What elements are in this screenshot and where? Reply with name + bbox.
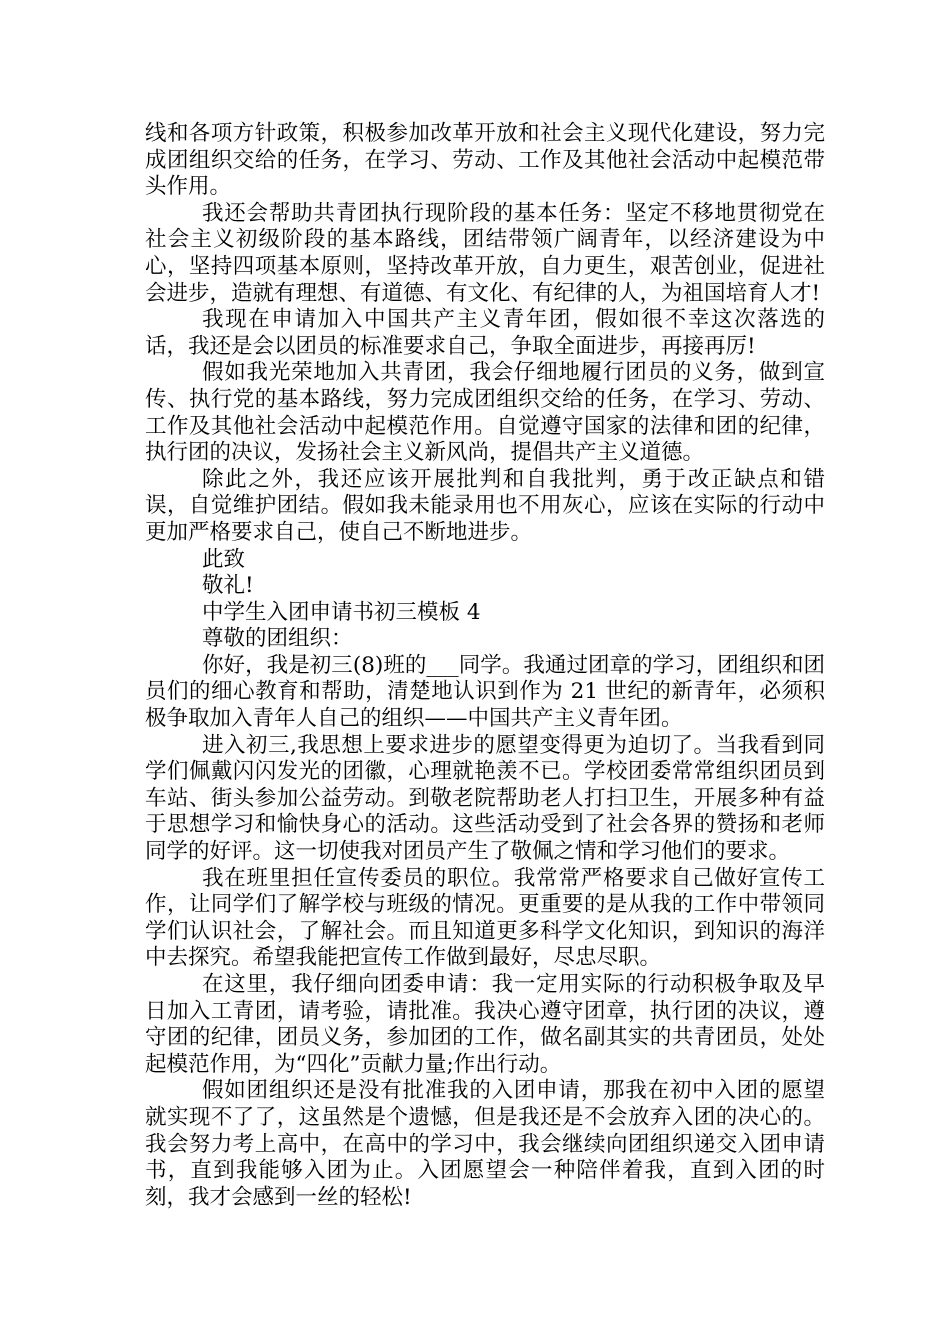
paragraph-3: 我现在申请加入中国共产主义青年团，假如很不幸这次落选的话，我还是会以团员的标准要求自己，争取全面进步，再接再厉! — [145, 307, 825, 359]
closing-regards: 敬礼! — [202, 573, 254, 599]
paragraph-6: 你好，我是初三(8)班的___同学。我通过团章的学习，团组织和团员们的细心教育和帮助，清楚地认识到作为 21 世纪的新青年，必须积极争取加入青年人自己的组织——中国共产主义青年团。 — [145, 652, 825, 732]
paragraph-2: 我还会帮助共青团执行现阶段的基本任务：坚定不移地贯彻党在社会主义初级阶段的基本路线，团结带领广阔青年，以经济建设为中心，坚持四项基本原则，坚持改革开放，自力更生，艰苦创业，促进社会进步，造就有理想、有道德、有文化、有纪律的人，为祖国培育人才! — [145, 200, 825, 306]
paragraph-10: 假如团组织还是没有批准我的入团申请，那我在初中入团的愿望就实现不了了，这虽然是个遗憾，但是我还是不会放弃入团的决心的。我会努力考上高中，在高中的学习中，我会继续向团组织递交入团申请书，直到我能够入团为止。入团愿望会一种陪伴着我，直到入团的时刻，我才会感到一丝的轻松! — [145, 1078, 825, 1210]
paragraph-5: 除此之外，我还应该开展批判和自我批判，勇于改正缺点和错误，自觉维护团结。假如我未能录用也不用灰心，应该在实际的行动中更加严格要求自己，使自己不断地进步。 — [145, 466, 825, 545]
section-title: 中学生入团申请书初三模板 4 — [202, 599, 481, 625]
document-body — [145, 121, 825, 1211]
paragraph-1: 线和各项方针政策，积极参加改革开放和社会主义现代化建设，努力完成团组织交给的任务，在学习、劳动、工作及其他社会活动中起模范带头作用。 — [145, 121, 825, 200]
greeting: 尊敬的团组织： — [202, 626, 353, 652]
paragraph-9: 在这里，我仔细向团委申请：我一定用实际的行动积极争取及早日加入工青团，请考验，请批准。我决心遵守团章，执行团的决议，遵守团的纪律，团员义务，参加团的工作，做名副其实的共青团员，处处起模范作用，为“四化”贡献力量;作出行动。 — [145, 972, 825, 1077]
closing-salutation: 此致 — [202, 546, 246, 572]
paragraph-4: 假如我光荣地加入共青团，我会仔细地履行团员的义务，做到宣传、执行党的基本路线，努力完成团组织交给的任务，在学习、劳动、工作及其他社会活动中起模范作用。自觉遵守国家的法律和团的纪律，执行团的决议，发扬社会主义新风尚，提倡共产主义道德。 — [145, 360, 825, 466]
paragraph-8: 我在班里担任宣传委员的职位。我常常严格要求自己做好宣传工作，让同学们了解学校与班级的情况。更重要的是从我的工作中带领同学们认识社会，了解社会。而且知道更多科学文化知识，到知识的海洋中去探究。希望我能把宣传工作做到最好，尽忠尽职。 — [145, 865, 825, 971]
paragraph-7: 进入初三,我思想上要求进步的愿望变得更为迫切了。当我看到同学们佩戴闪闪发光的团徽，心理就艳羡不已。学校团委常常组织团员到车站、街头参加公益劳动。到敬老院帮助老人打扫卫生，开展多种有益于思想学习和愉快身心的活动。这些活动受到了社会各界的赞扬和老师同学的好评。这一切使我对团员产生了敬佩之情和学习他们的要求。 — [145, 732, 825, 865]
